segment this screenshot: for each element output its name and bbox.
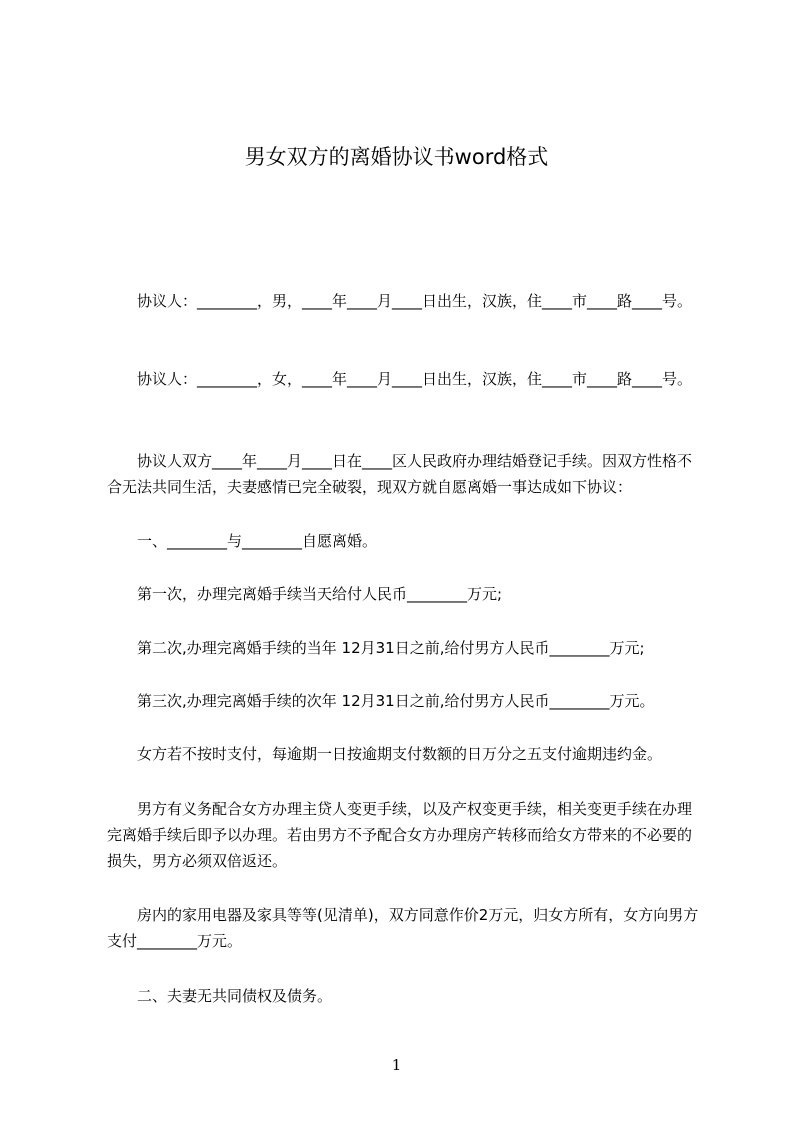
section-one-heading: 一、________与________自愿离婚。 xyxy=(137,532,378,550)
payment-third-line: 第三次,办理完离婚手续的次年 12月31日之前,给付男方人民币________万元。 xyxy=(137,692,655,710)
payment-first-line: 第一次，办理完离婚手续当天给付人民币________万元; xyxy=(137,585,503,603)
penalty-line: 女方若不按时支付，每逾期一日按逾期支付数额的日万分之五支付逾期违约金。 xyxy=(137,745,663,763)
paragraph-party-female: 协议人：________，女，____年____月____日出生，汉族，住____市____路____号。 xyxy=(137,370,693,388)
section-two-heading: 二、夫妻无共同债权及债务。 xyxy=(137,987,333,1005)
paragraph-transfer-duty: 男方有义务配合女方办理主贷人变更手续，以及产权变更手续，相关变更手续在办理完离婚手续后即予以办理。若由男方不予配合女方办理房产转移而给女方带来的不必要的损失，男方必须双倍返还。 xyxy=(107,800,693,870)
document-title: 男女双方的离婚协议书word格式 xyxy=(244,145,549,169)
paragraph-party-male: 协议人：________，男，____年____月____日出生，汉族，住____市____路____号。 xyxy=(137,292,693,310)
page-number: 1 xyxy=(391,1056,402,1074)
paragraph-furniture: 房内的家用电器及家具等等(见清单)，双方同意作价2万元，归女方所有，女方向男方支付________万元。 xyxy=(107,906,699,950)
payment-second-line: 第二次,办理完离婚手续的当年 12月31日之前,给付男方人民币________万元; xyxy=(137,639,645,657)
paragraph-marriage-info: 协议人双方____年____月____日在____区人民政府办理结婚登记手续。因双方性格不合无法共同生活，夫妻感情已完全破裂，现双方就自愿离婚一事达成如下协议： xyxy=(107,452,693,496)
